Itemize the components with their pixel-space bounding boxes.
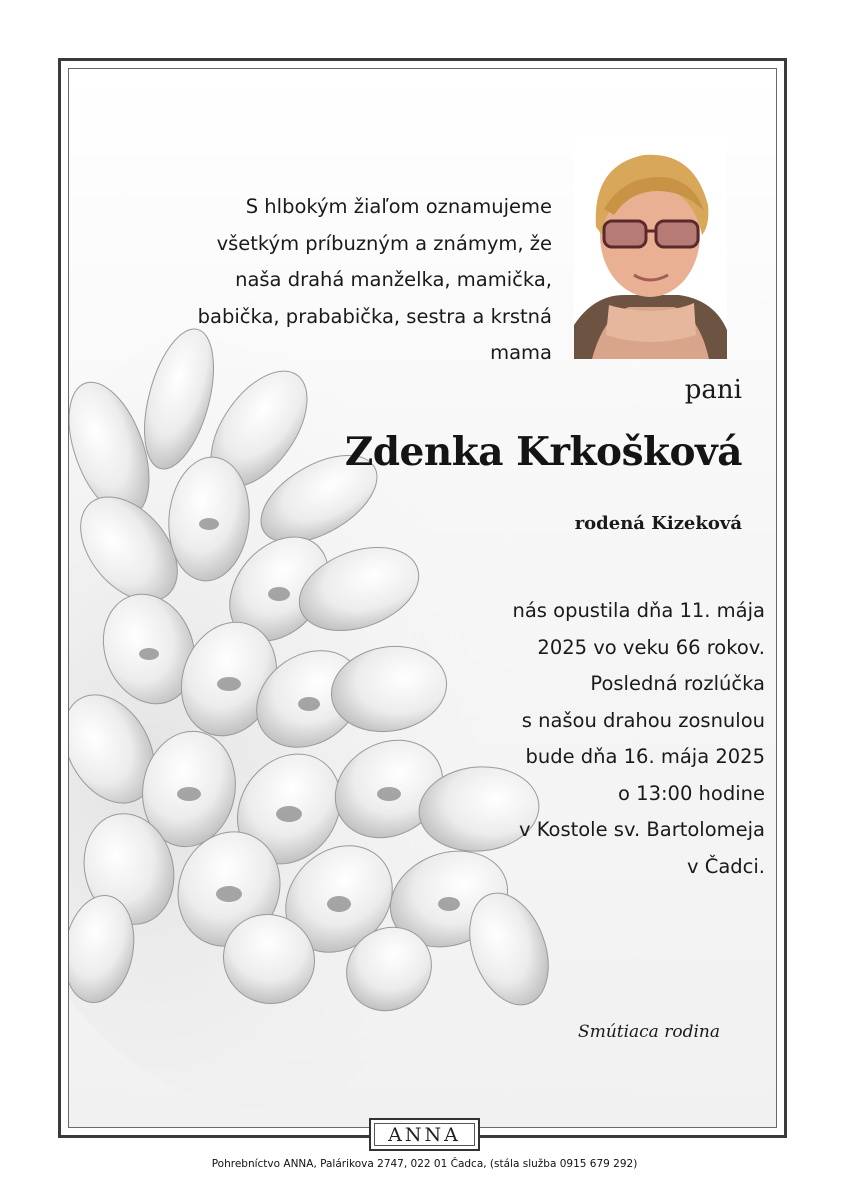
details-line: bude dňa 16. mája 2025 — [525, 745, 765, 768]
funeral-details — [435, 593, 765, 885]
intro-line: S hlbokým žiaľom oznamujeme — [245, 195, 552, 218]
details-line: nás opustila dňa 11. mája — [512, 599, 765, 622]
portrait-photo — [574, 135, 727, 359]
family-signature: Smútiaca rodina — [578, 1022, 720, 1042]
details-line: 2025 vo veku 66 rokov. — [537, 635, 765, 659]
maiden-name: rodená Kizeková — [574, 513, 742, 534]
logo-text: ANNA — [388, 1123, 461, 1146]
details-line: s našou drahou zosnulou — [521, 708, 765, 732]
intro-text — [192, 189, 552, 372]
deceased-name: Zdenka Krkošková — [344, 429, 742, 475]
details-line: v Kostole sv. Bartolomeja — [518, 818, 765, 841]
details-line: Posledná rozlúčka — [590, 672, 765, 695]
intro-line: naša drahá manželka, mamička, — [235, 268, 552, 291]
intro-line: mama — [490, 341, 552, 364]
details-line: v Čadci. — [686, 854, 765, 878]
footer-contact: Pohrebníctvo ANNA, Palárikova 2747, 022 01 Čadca, (stála služba 0915 679 292) — [211, 1158, 638, 1170]
details-line: o 13:00 hodine — [618, 781, 765, 805]
intro-line: všetkým príbuzným a známym, že — [216, 231, 552, 255]
company-logo — [369, 1118, 480, 1151]
portrait-icon — [574, 135, 727, 359]
intro-line: babička, prababička, sestra a krstná — [197, 304, 552, 328]
salutation: pani — [684, 375, 742, 405]
notice-card — [68, 68, 777, 1128]
